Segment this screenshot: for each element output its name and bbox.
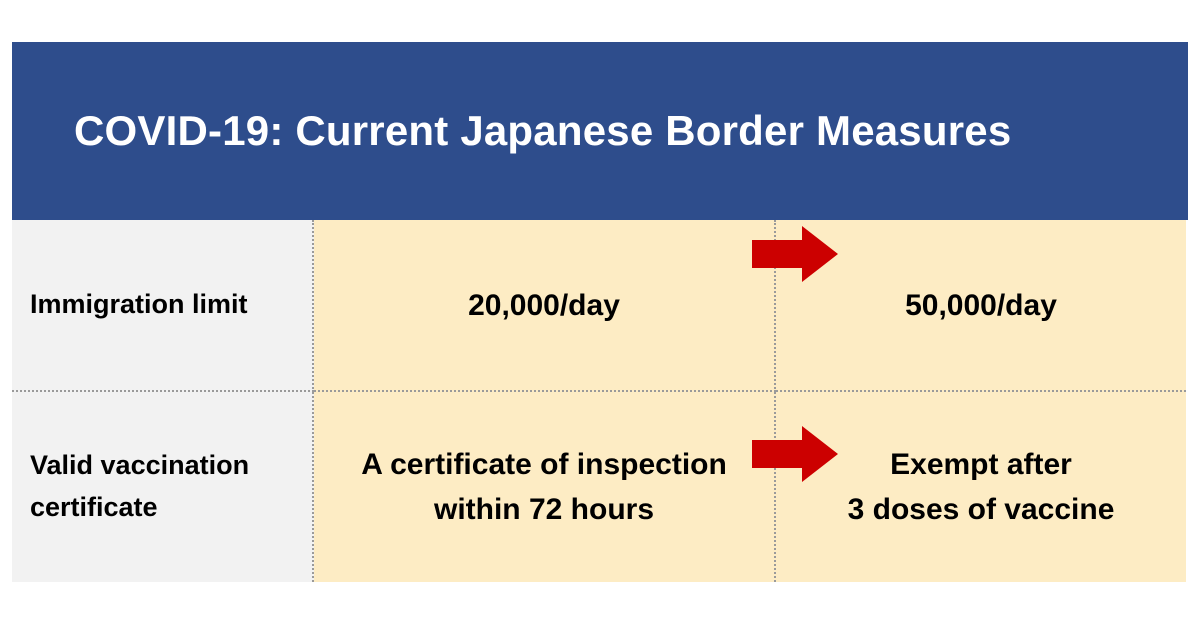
table-row	[12, 220, 1188, 392]
row-before-value-vaccination-certificate	[314, 392, 776, 582]
value-text	[361, 442, 727, 532]
label-text: Immigration limit	[30, 289, 248, 320]
row-label-immigration-limit	[12, 220, 314, 392]
row-label-vaccination-certificate	[12, 392, 314, 582]
title-bar	[12, 42, 1188, 220]
value-line-2: within 72 hours	[433, 493, 655, 526]
value-line-1: A certificate of inspection	[361, 448, 727, 481]
label-text	[30, 445, 249, 529]
value-text: 20,000/day	[468, 288, 620, 322]
right-arrow-icon	[752, 426, 838, 482]
right-arrow-icon	[752, 226, 838, 282]
value-line-2: 3 doses of vaccine	[847, 493, 1115, 526]
value-line-1: Exempt after	[890, 448, 1072, 481]
row-before-value-immigration-limit	[314, 220, 776, 392]
value-text	[848, 442, 1115, 532]
row-after-value-vaccination-certificate	[776, 392, 1186, 582]
table-row	[12, 392, 1188, 582]
label-line-1: Valid vaccination	[30, 450, 250, 481]
value-text: 50,000/day	[905, 288, 1057, 322]
page-title: COVID-19: Current Japanese Border Measures	[74, 106, 1012, 154]
label-line-2: certificate	[30, 492, 158, 522]
measures-table	[12, 42, 1188, 582]
